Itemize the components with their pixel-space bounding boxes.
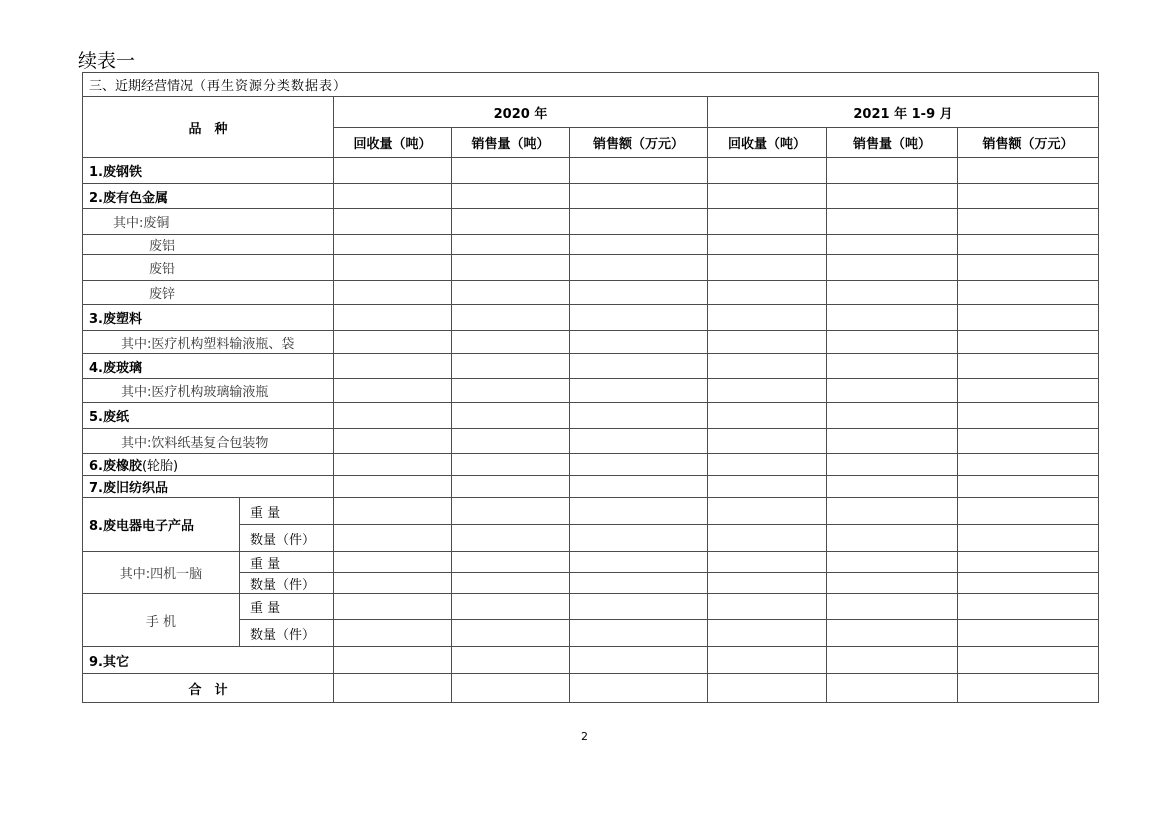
data-cell[interactable] (827, 647, 958, 674)
total-label: 合 计 (83, 674, 334, 703)
table-row (83, 184, 1099, 209)
data-cell[interactable] (570, 158, 708, 184)
row-label: 其中:医疗机构玻璃输液瓶 (83, 379, 334, 403)
data-cell[interactable] (827, 429, 958, 454)
data-cell[interactable] (708, 354, 827, 379)
data-cell[interactable] (827, 454, 958, 476)
data-cell[interactable] (570, 454, 708, 476)
table-row (83, 255, 1099, 281)
data-cell[interactable] (708, 209, 827, 235)
data-cell[interactable] (708, 620, 827, 647)
data-cell[interactable] (708, 403, 827, 429)
col-sales-volume-2020: 销售量（吨） (452, 128, 570, 158)
table-row (83, 281, 1099, 305)
document-title: 续表一 (78, 50, 136, 72)
data-cell[interactable] (958, 552, 1099, 573)
page-number: 2 (581, 730, 588, 743)
row-label: 其中:废铜 (83, 209, 334, 235)
data-cell[interactable] (958, 255, 1099, 281)
data-cell[interactable] (334, 281, 452, 305)
data-cell[interactable] (708, 305, 827, 331)
data-cell[interactable] (452, 403, 570, 429)
data-cell[interactable] (827, 354, 958, 379)
data-cell[interactable] (958, 235, 1099, 255)
data-cell[interactable] (452, 674, 570, 703)
data-cell[interactable] (452, 354, 570, 379)
row-label: 7.废旧纺织品 (83, 476, 334, 498)
table-row (83, 235, 1099, 255)
data-cell[interactable] (827, 498, 958, 525)
data-cell[interactable] (958, 498, 1099, 525)
data-cell[interactable] (334, 255, 452, 281)
data-cell[interactable] (958, 429, 1099, 454)
table-row (83, 354, 1099, 379)
data-cell[interactable] (958, 403, 1099, 429)
data-cell[interactable] (827, 331, 958, 354)
section-subtitle: （再生资源分类数据表） (193, 79, 348, 94)
data-cell[interactable] (827, 403, 958, 429)
data-cell[interactable] (334, 620, 452, 647)
row-label: 废锌 (83, 281, 334, 305)
data-cell[interactable] (334, 158, 452, 184)
data-cell[interactable] (958, 620, 1099, 647)
data-cell[interactable] (570, 331, 708, 354)
row-label: 1.废钢铁 (83, 158, 334, 184)
data-cell[interactable] (958, 209, 1099, 235)
data-cell[interactable] (708, 281, 827, 305)
unit-label: 数量（件） (240, 573, 334, 594)
data-cell[interactable] (827, 573, 958, 594)
data-cell[interactable] (334, 403, 452, 429)
table-row (83, 209, 1099, 235)
data-cell[interactable] (570, 305, 708, 331)
data-cell[interactable] (452, 552, 570, 573)
row-label: 9.其它 (83, 647, 334, 674)
recycling-data-table (82, 72, 1099, 703)
data-cell[interactable] (452, 525, 570, 552)
table-row (83, 476, 1099, 498)
data-cell[interactable] (827, 305, 958, 331)
table-row (83, 454, 1099, 476)
data-cell[interactable] (570, 379, 708, 403)
data-cell[interactable] (452, 647, 570, 674)
data-cell[interactable] (958, 379, 1099, 403)
data-cell[interactable] (827, 674, 958, 703)
data-cell[interactable] (334, 674, 452, 703)
data-cell[interactable] (958, 281, 1099, 305)
row-label: 废铝 (83, 235, 334, 255)
data-cell[interactable] (958, 647, 1099, 674)
data-cell[interactable] (334, 476, 452, 498)
table-row (83, 647, 1099, 674)
data-cell[interactable] (708, 184, 827, 209)
data-cell[interactable] (827, 281, 958, 305)
unit-label: 数量（件） (240, 620, 334, 647)
data-cell[interactable] (334, 184, 452, 209)
data-cell[interactable] (452, 573, 570, 594)
data-cell[interactable] (708, 525, 827, 552)
data-cell[interactable] (452, 209, 570, 235)
data-cell[interactable] (452, 305, 570, 331)
data-cell[interactable] (570, 403, 708, 429)
row-label-main: 6.废橡胶 (89, 459, 142, 474)
row-label-note: (轮胎) (141, 459, 179, 474)
data-cell[interactable] (958, 354, 1099, 379)
data-cell[interactable] (452, 476, 570, 498)
data-cell[interactable] (570, 647, 708, 674)
data-cell[interactable] (708, 498, 827, 525)
data-cell[interactable] (827, 620, 958, 647)
data-cell[interactable] (708, 594, 827, 620)
data-cell[interactable] (958, 158, 1099, 184)
total-row (83, 674, 1099, 703)
data-cell[interactable] (827, 476, 958, 498)
data-cell[interactable] (570, 594, 708, 620)
table-row (83, 594, 1099, 620)
data-cell[interactable] (958, 674, 1099, 703)
data-cell[interactable] (452, 594, 570, 620)
col-sales-amount-2021: 销售额（万元） (958, 128, 1099, 158)
section-title: 三、近期经营情况 (89, 79, 194, 94)
data-cell[interactable] (570, 354, 708, 379)
data-cell[interactable] (452, 255, 570, 281)
data-cell[interactable] (570, 573, 708, 594)
row-label: 8.废电器电子产品 (83, 498, 240, 552)
year-2020-header: 2020 年 (334, 97, 708, 128)
year-2021-header: 2021 年 1-9 月 (708, 97, 1099, 128)
data-cell[interactable] (334, 379, 452, 403)
col-recovery-2021: 回收量（吨） (708, 128, 827, 158)
table-row (83, 158, 1099, 184)
data-cell[interactable] (958, 573, 1099, 594)
section-row (83, 73, 1099, 97)
data-cell[interactable] (334, 331, 452, 354)
data-cell[interactable] (708, 255, 827, 281)
table-row (83, 331, 1099, 354)
data-cell[interactable] (708, 552, 827, 573)
data-cell[interactable] (334, 354, 452, 379)
category-header: 品 种 (83, 97, 334, 158)
data-cell[interactable] (334, 525, 452, 552)
data-cell[interactable] (570, 674, 708, 703)
table-row (83, 498, 1099, 525)
row-label (83, 454, 334, 476)
data-cell[interactable] (827, 552, 958, 573)
data-cell[interactable] (452, 498, 570, 525)
data-cell[interactable] (708, 429, 827, 454)
data-cell[interactable] (708, 379, 827, 403)
data-cell[interactable] (570, 620, 708, 647)
row-label: 3.废塑料 (83, 305, 334, 331)
data-cell[interactable] (827, 158, 958, 184)
col-sales-volume-2021: 销售量（吨） (827, 128, 958, 158)
data-cell[interactable] (334, 594, 452, 620)
table-row (83, 552, 1099, 573)
data-cell[interactable] (827, 594, 958, 620)
unit-label: 重 量 (240, 594, 334, 620)
data-cell[interactable] (334, 305, 452, 331)
data-cell[interactable] (570, 476, 708, 498)
data-cell[interactable] (334, 552, 452, 573)
unit-label: 数量（件） (240, 525, 334, 552)
data-cell[interactable] (958, 184, 1099, 209)
row-label: 废铅 (83, 255, 334, 281)
row-label: 其中:医疗机构塑料输液瓶、袋 (83, 331, 334, 354)
data-cell[interactable] (708, 573, 827, 594)
data-cell[interactable] (334, 498, 452, 525)
data-cell[interactable] (708, 647, 827, 674)
data-cell[interactable] (452, 158, 570, 184)
data-cell[interactable] (958, 331, 1099, 354)
col-recovery-2020: 回收量（吨） (334, 128, 452, 158)
header-row-years (83, 97, 1099, 128)
table-row (83, 403, 1099, 429)
unit-label: 重 量 (240, 498, 334, 525)
data-cell[interactable] (827, 184, 958, 209)
data-cell[interactable] (570, 255, 708, 281)
data-cell[interactable] (570, 281, 708, 305)
table-row (83, 305, 1099, 331)
data-cell[interactable] (827, 209, 958, 235)
data-cell[interactable] (452, 620, 570, 647)
data-cell[interactable] (570, 498, 708, 525)
row-label: 其中:四机一脑 (83, 552, 240, 594)
col-sales-amount-2020: 销售额（万元） (570, 128, 708, 158)
data-cell[interactable] (334, 429, 452, 454)
data-cell[interactable] (334, 235, 452, 255)
section-header (83, 73, 1099, 97)
row-label: 其中:饮料纸基复合包装物 (83, 429, 334, 454)
row-label: 2.废有色金属 (83, 184, 334, 209)
data-cell[interactable] (452, 331, 570, 354)
data-cell[interactable] (827, 379, 958, 403)
data-cell[interactable] (958, 525, 1099, 552)
row-label: 手 机 (83, 594, 240, 647)
unit-label: 重 量 (240, 552, 334, 573)
data-cell[interactable] (452, 454, 570, 476)
data-cell[interactable] (452, 281, 570, 305)
data-cell[interactable] (708, 158, 827, 184)
data-cell[interactable] (708, 235, 827, 255)
data-cell[interactable] (570, 184, 708, 209)
data-cell[interactable] (334, 573, 452, 594)
data-cell[interactable] (334, 647, 452, 674)
data-cell[interactable] (452, 379, 570, 403)
data-cell[interactable] (334, 454, 452, 476)
data-cell[interactable] (708, 674, 827, 703)
table-row (83, 429, 1099, 454)
row-label: 5.废纸 (83, 403, 334, 429)
data-cell[interactable] (827, 525, 958, 552)
data-cell[interactable] (452, 429, 570, 454)
data-cell[interactable] (708, 454, 827, 476)
data-cell[interactable] (958, 476, 1099, 498)
data-cell[interactable] (570, 525, 708, 552)
data-cell[interactable] (452, 235, 570, 255)
data-cell[interactable] (827, 235, 958, 255)
data-cell[interactable] (570, 209, 708, 235)
data-cell[interactable] (570, 552, 708, 573)
data-cell[interactable] (958, 454, 1099, 476)
data-cell[interactable] (570, 235, 708, 255)
data-cell[interactable] (827, 255, 958, 281)
data-cell[interactable] (334, 209, 452, 235)
row-label: 4.废玻璃 (83, 354, 334, 379)
data-cell[interactable] (708, 476, 827, 498)
data-cell[interactable] (958, 594, 1099, 620)
data-cell[interactable] (452, 184, 570, 209)
data-cell[interactable] (708, 331, 827, 354)
table-row (83, 379, 1099, 403)
data-cell[interactable] (958, 305, 1099, 331)
data-cell[interactable] (570, 429, 708, 454)
